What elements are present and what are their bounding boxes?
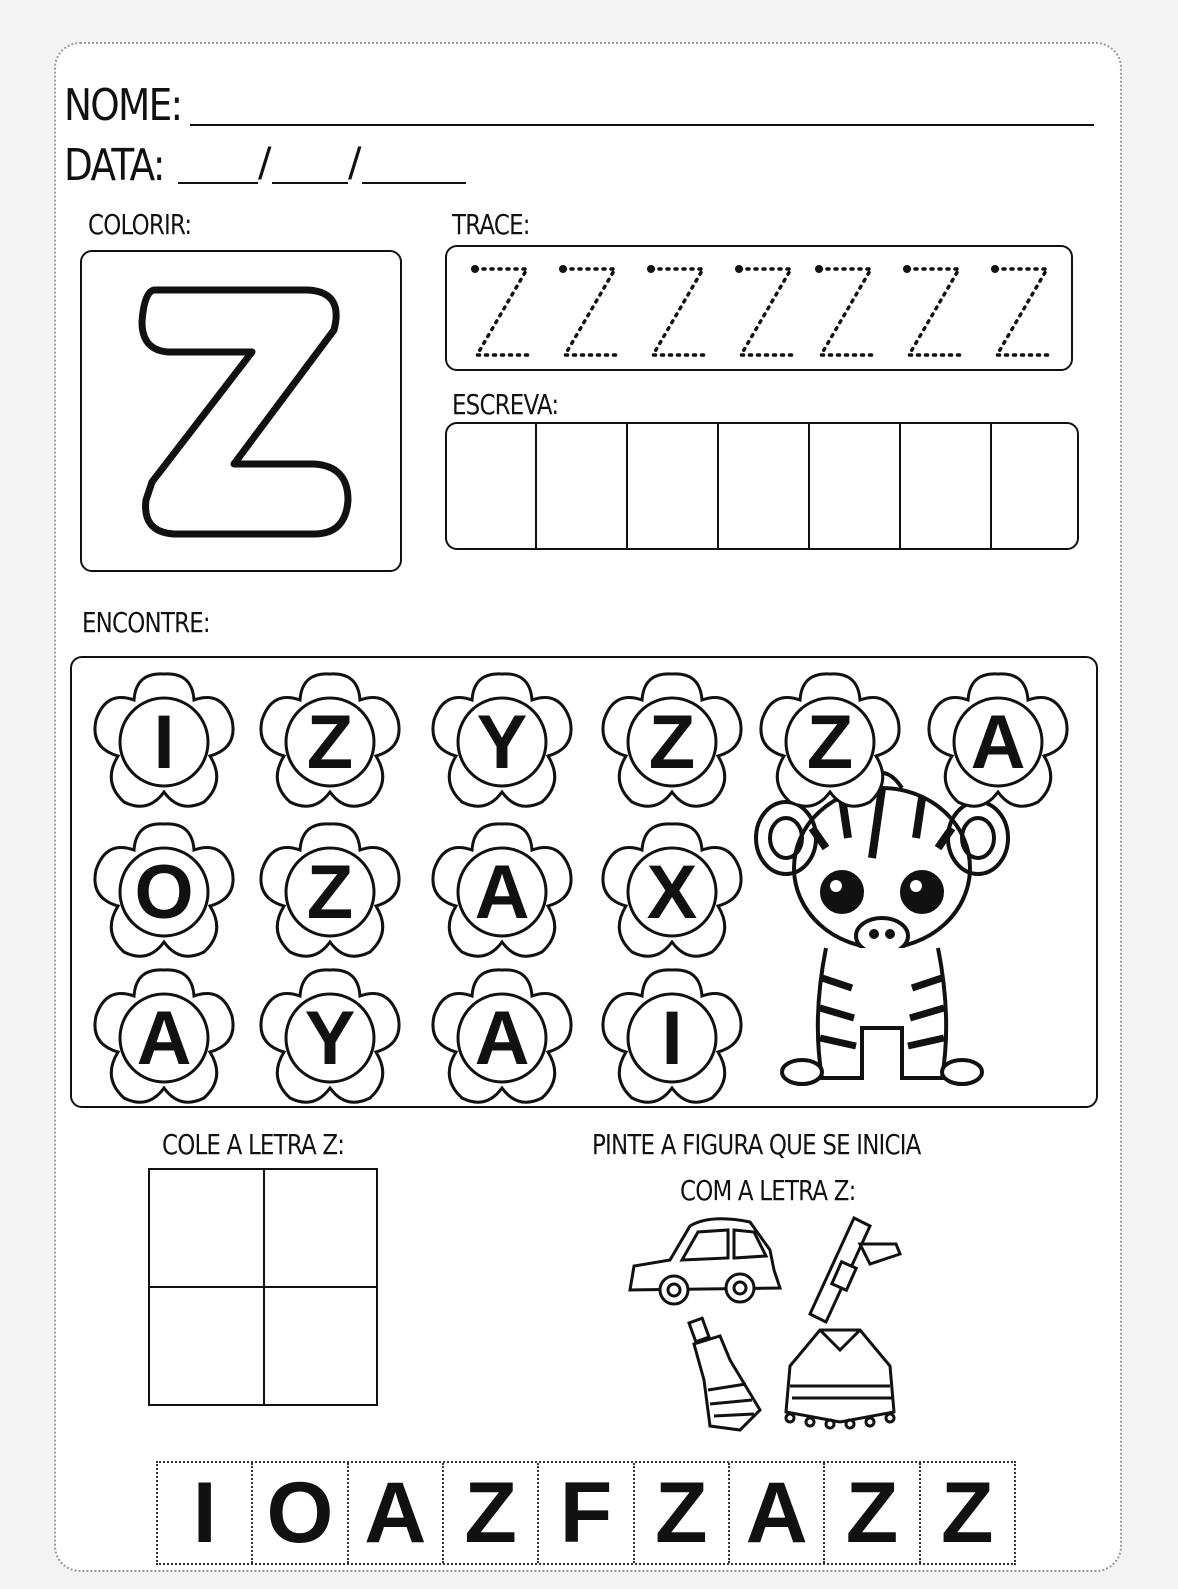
trace-label: TRACE: (452, 208, 530, 241)
paste-grid-divider (150, 1286, 376, 1288)
flower-letter[interactable] (433, 674, 571, 806)
poncho-icon (786, 1330, 894, 1428)
strip-letter[interactable]: A (349, 1463, 444, 1563)
flower-letter-text: A (474, 850, 530, 935)
flower-letter[interactable] (433, 970, 571, 1102)
date-separator: / (258, 140, 272, 186)
strip-letter[interactable]: A (730, 1463, 825, 1563)
flower-letter[interactable] (261, 674, 399, 806)
cole-label: COLE A LETRA Z: (162, 1128, 345, 1161)
strip-letter[interactable]: F (539, 1463, 634, 1563)
pinte-label-line1: PINTE A FIGURA QUE SE INICIA (592, 1128, 921, 1161)
date-label: DATA: (64, 140, 164, 191)
strip-letter[interactable]: I (158, 1463, 253, 1563)
name-field[interactable] (190, 124, 1094, 126)
escreva-box[interactable] (445, 422, 1079, 550)
flower-letter[interactable] (95, 674, 233, 806)
write-cell-divider (899, 424, 901, 548)
flower-letter[interactable] (95, 824, 233, 956)
flower-letter-text: Z (648, 700, 696, 785)
flower-grid (72, 658, 1096, 1106)
colorir-box[interactable] (80, 250, 402, 572)
flower-letter-text: O (134, 850, 194, 935)
zebra-illustration (756, 773, 1008, 1084)
zipper-icon (810, 1218, 900, 1322)
flower-letter[interactable] (603, 824, 741, 956)
outline-letter-z (82, 252, 400, 570)
dotted-z-row (447, 247, 1071, 369)
flower-letter-text: A (474, 996, 530, 1081)
strip-letter[interactable]: Z (635, 1463, 730, 1563)
trace-box[interactable] (445, 245, 1073, 371)
flower-letter-text: Y (476, 700, 528, 785)
encontre-label: ENCONTRE: (82, 606, 210, 639)
encontre-box (70, 656, 1098, 1108)
flower-letter-text: I (153, 700, 175, 785)
pinte-label-line2: COM A LETRA Z: (680, 1174, 856, 1207)
strip-letter[interactable]: O (253, 1463, 348, 1563)
write-cell-divider (626, 424, 628, 548)
car-icon (630, 1219, 780, 1304)
flower-letter-text: A (136, 996, 192, 1081)
flower-letter-text: A (970, 700, 1026, 785)
write-cell-divider (990, 424, 992, 548)
date-month-field[interactable] (272, 182, 348, 184)
flower-letter[interactable] (261, 970, 399, 1102)
flower-letter[interactable] (929, 674, 1067, 806)
write-cell-divider (808, 424, 810, 548)
escreva-label: ESCREVA: (452, 388, 559, 421)
flower-letter[interactable] (603, 674, 741, 806)
strip-letter[interactable]: Z (825, 1463, 920, 1563)
flower-letter[interactable] (261, 824, 399, 956)
flower-letter-text: Z (306, 850, 354, 935)
write-cell-divider (717, 424, 719, 548)
flower-letter[interactable] (95, 970, 233, 1102)
write-cell-divider (535, 424, 537, 548)
strip-letter[interactable]: Z (444, 1463, 539, 1563)
date-separator: / (348, 140, 362, 186)
colorir-label: COLORIR: (88, 208, 192, 241)
name-label: NOME: (64, 80, 182, 131)
flower-letter[interactable] (761, 674, 899, 806)
date-year-field[interactable] (362, 182, 466, 184)
flower-letter-text: Z (806, 700, 854, 785)
paste-grid[interactable] (148, 1168, 378, 1406)
date-day-field[interactable] (178, 182, 258, 184)
flower-letter[interactable] (603, 970, 741, 1102)
flower-letter-text: X (646, 850, 698, 935)
letter-strip (156, 1461, 1016, 1565)
bottle-icon (689, 1318, 760, 1430)
figures-group (620, 1210, 920, 1435)
flower-letter-text: Y (304, 996, 356, 1081)
flower-letter-text: I (661, 996, 683, 1081)
strip-letter[interactable]: Z (941, 1465, 994, 1561)
flower-letter[interactable] (433, 824, 571, 956)
flower-letter-text: Z (306, 700, 354, 785)
